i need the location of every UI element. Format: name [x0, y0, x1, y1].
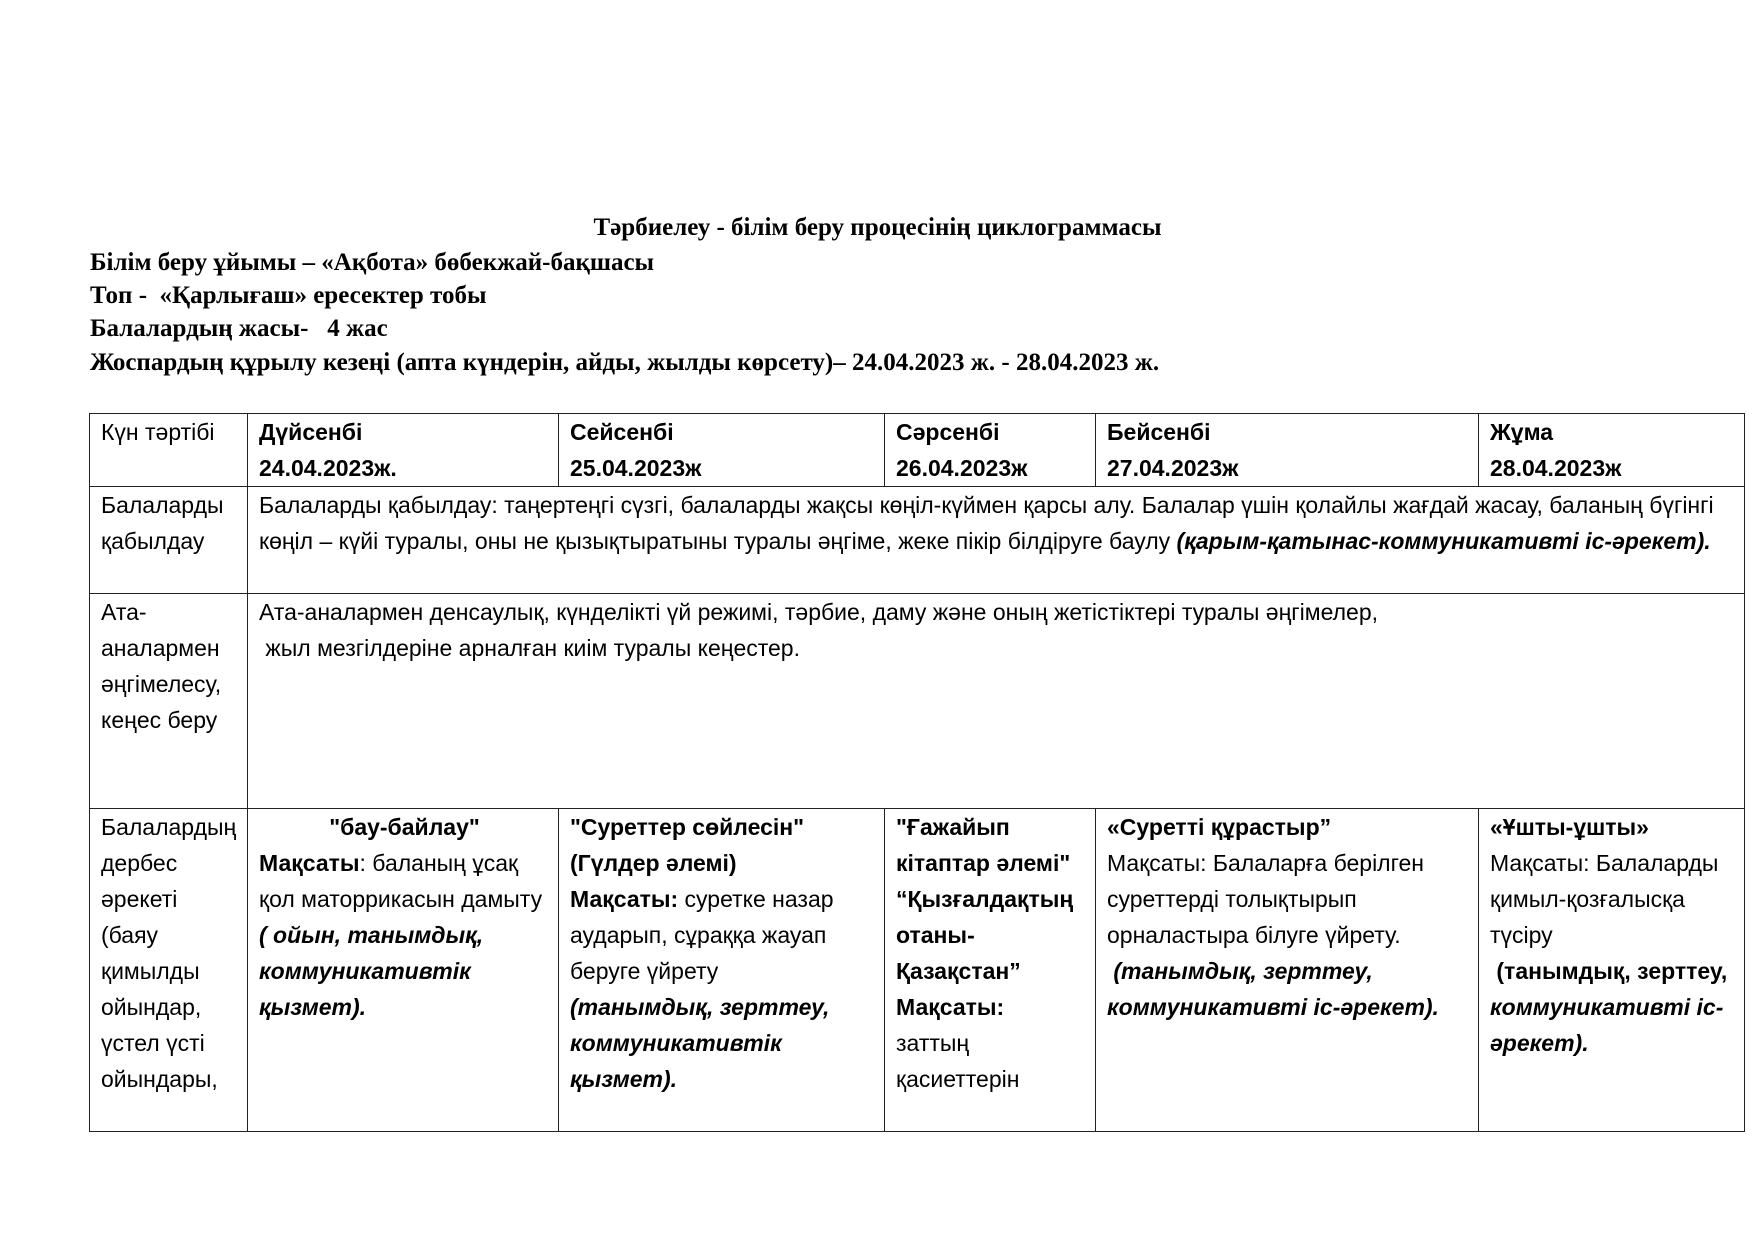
corner-cell: [90, 414, 248, 487]
schedule-table: [89, 413, 1745, 1132]
reception-activity: (қарым-қатынас-коммуникативті іс-әрекет).: [1176, 528, 1711, 554]
monday-activity: [248, 809, 559, 1132]
parents-text-line1: Ата-аналармен денсаулық, күнделікті үй режимі, тәрбие, даму және оның жетістіктері туралы әңгімелер,: [259, 599, 1379, 625]
thursday-activity: [1096, 809, 1479, 1132]
game-title: "бау-байлау": [329, 814, 480, 840]
activity-type: (танымдық, зерттеу, коммуникативтік қызмет).: [570, 994, 830, 1092]
activity-type: ( ойын, танымдық, коммуникативтік қызмет).: [259, 922, 484, 1020]
reception-content: [248, 487, 1745, 594]
day-date: 25.04.2023ж: [570, 455, 702, 481]
day-header-wednesday: [885, 414, 1096, 487]
day-date: 27.04.2023ж: [1107, 455, 1239, 481]
parents-row: [90, 594, 1745, 809]
tuesday-activity: [559, 809, 885, 1132]
day-header-friday: [1479, 414, 1745, 487]
group-line: Топ - «Қарлығаш» ересектер тобы: [90, 282, 487, 309]
day-header-tuesday: [559, 414, 885, 487]
row-label-independent: Балалардың дербес әрекеті (баяу қимылды ойындар, үстел үсті ойындары,: [90, 809, 248, 1132]
row-label-reception: Балаларды қабылдау: [90, 487, 248, 594]
day-name: Бейсенбі: [1107, 419, 1211, 445]
independent-activity-row: [90, 809, 1745, 1132]
activity-type: коммуникативті іс-әрекет).: [1490, 994, 1724, 1056]
goal-text: заттың қасиеттерін: [896, 1030, 1020, 1092]
goal-text: Мақсаты: Балаларға берілген суреттерді толықтырып орналастыра білуге үйрету.: [1107, 850, 1424, 948]
organization-line: Білім беру ұйымы – «Ақбота» бөбекжай-бақшасы: [90, 249, 655, 276]
game-title: «Ұшты-ұшты»: [1490, 814, 1649, 840]
day-date: 24.04.2023ж.: [259, 455, 397, 481]
day-name: Дүйсенбі: [259, 419, 363, 445]
goal-text: Мақсаты: Балаларды қимыл-қозғалысқа түсіру: [1490, 850, 1719, 948]
header-row: [90, 414, 1745, 487]
wednesday-activity: [885, 809, 1096, 1132]
day-header-monday: [248, 414, 559, 487]
row-label-parents: Ата-аналармен әңгімелесу, кеңес беру: [90, 594, 248, 809]
parents-content: [248, 594, 1745, 809]
game-title: "Ғажайып кітаптар әлемі" “Қызғалдақтың отаны-Қазақстан”: [896, 814, 1074, 984]
corner-label: Күн тәртібі: [101, 419, 215, 445]
parents-text-line2: жыл мезгілдеріне арналған киім туралы кеңестер.: [259, 635, 800, 661]
friday-activity: [1479, 809, 1745, 1132]
day-name: Сейсенбі: [570, 419, 674, 445]
game-title: «Суретті құрастыр”: [1107, 814, 1332, 840]
reception-row: [90, 487, 1745, 594]
document-title: Тәрбиелеу - білім беру процесінің циклограммасы: [593, 214, 1162, 241]
reception-text: Балаларды қабылдау: таңертеңгі сүзгі, балаларды жақсы көңіл-күймен қарсы алу. Балалар үшін қолайлы жағдай жасау, баланың бүгінгі көңіл – күйі туралы, оны не қызықтыратыны туралы әңгіме, жеке пікір білдіруге баулу: [259, 492, 1714, 554]
age-line: Балалардың жасы- 4 жас: [90, 315, 388, 342]
day-name: Жұма: [1490, 419, 1554, 445]
day-date: 28.04.2023ж: [1490, 455, 1622, 481]
goal-text: Мақсаты: суретке назар аударып, сұраққа жауап беруге үйрету: [570, 886, 834, 984]
day-name: Сәрсенбі: [896, 419, 1000, 445]
period-line: Жоспардың құрылу кезеңі (апта күндерін, айды, жылды көрсету)– 24.04.2023 ж. - 28.04.2023 ж.: [90, 349, 1160, 376]
goal-label: Мақсаты:: [896, 994, 1005, 1020]
day-date: 26.04.2023ж: [896, 455, 1028, 481]
activity-type-lead: (танымдық, зерттеу,: [1490, 958, 1728, 984]
game-title: "Суреттер сөйлесін" (Гүлдер әлемі): [570, 814, 805, 876]
day-header-thursday: [1096, 414, 1479, 487]
goal-text: Мақсаты: баланың ұсақ қол маторрикасын дамыту: [259, 850, 543, 912]
activity-type: (танымдық, зерттеу, коммуникативті іс-әрекет).: [1107, 958, 1439, 1020]
